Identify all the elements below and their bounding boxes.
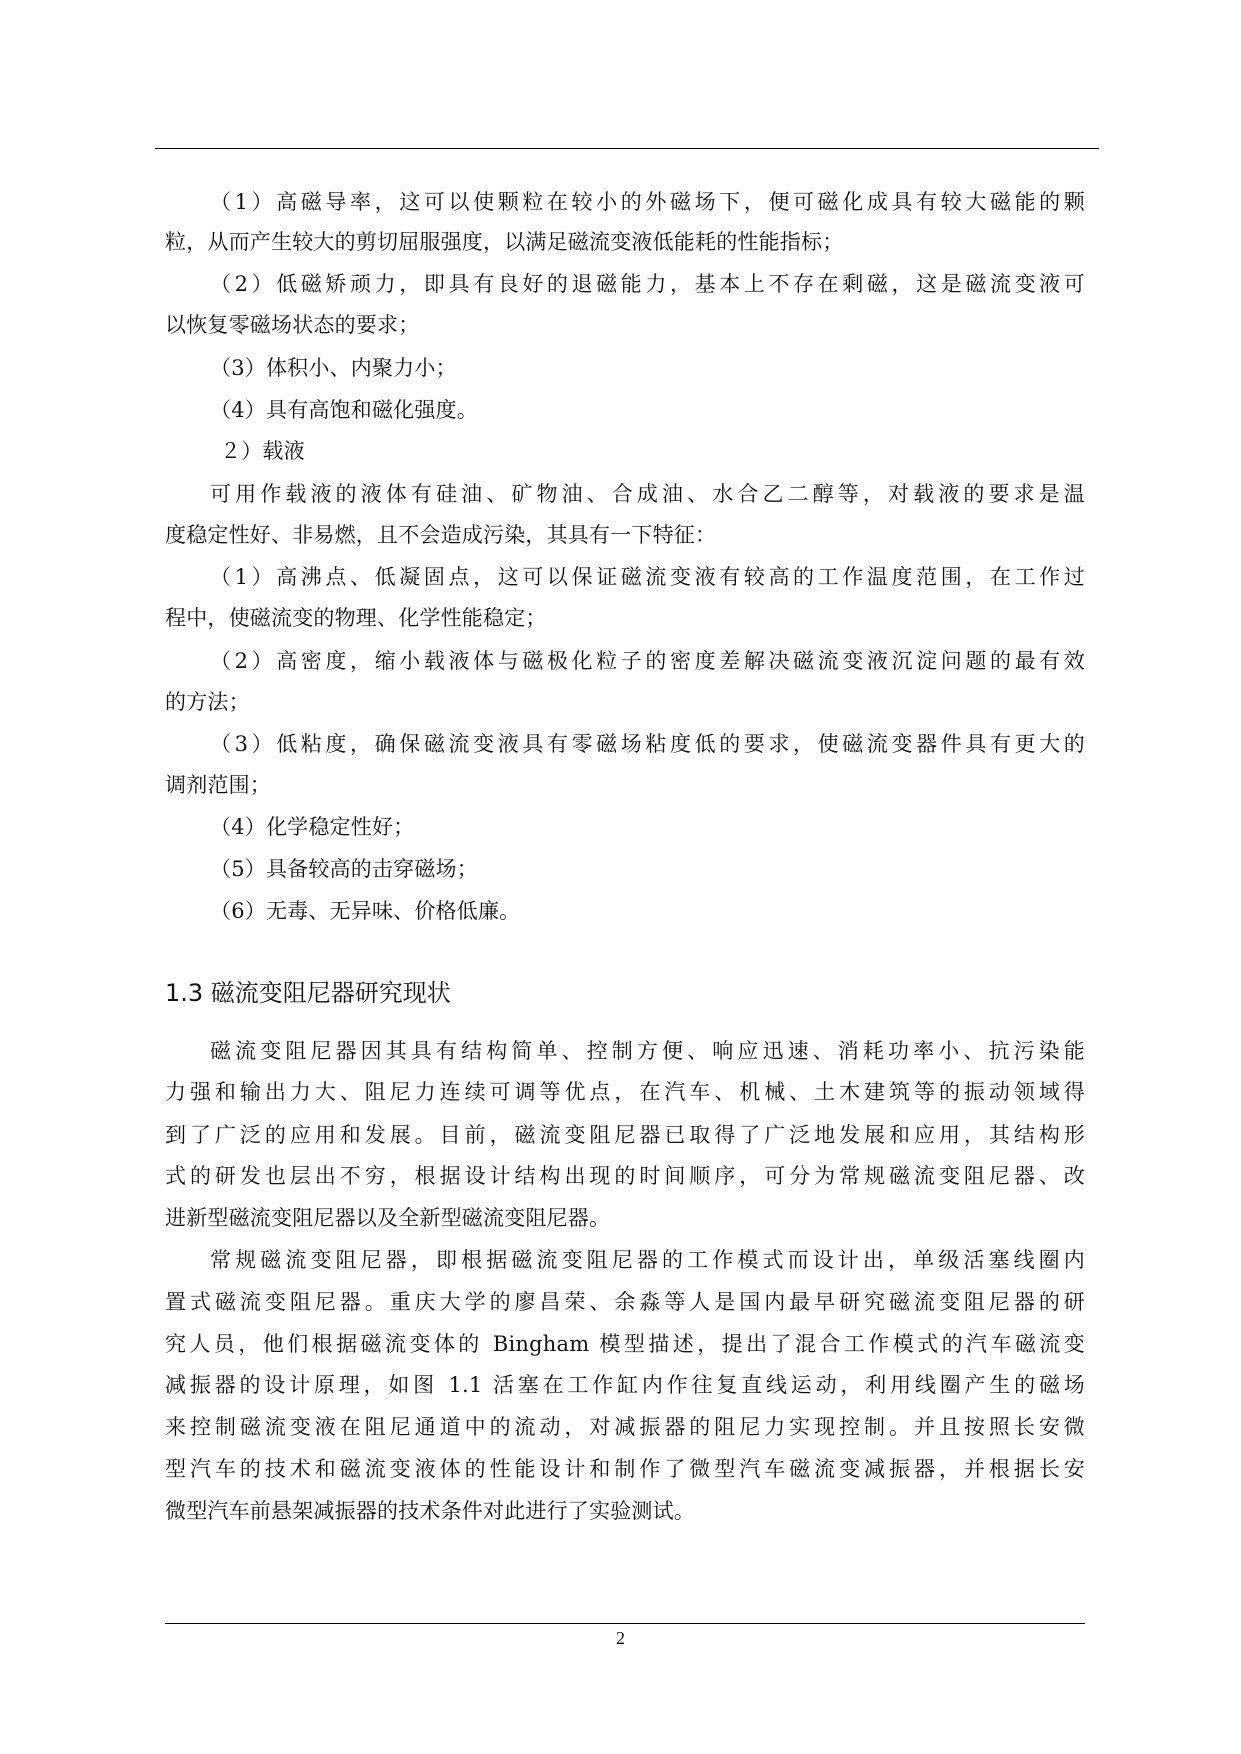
paragraph-line: 度稳定性好、非易燃，且不会造成污染，其具有一下特征： xyxy=(165,523,717,547)
paragraph-line: （6）无毒、无异味、价格低廉。 xyxy=(210,899,521,923)
paragraph-line: （4）具有高饱和磁化强度。 xyxy=(210,398,478,422)
paragraph-line: 究人员，他们根据磁流变体的 Bingham 模型描述，提出了混合工作模式的汽车磁流变 xyxy=(165,1332,1085,1356)
paragraph-line: 以恢复零磁场状态的要求； xyxy=(165,313,420,337)
paragraph-line: 来控制磁流变液在阻尼通道中的流动，对减振器的阻尼力实现控制。并且按照长安微 xyxy=(165,1415,1085,1439)
paragraph-line: （2）低磁矫顽力，即具有良好的退磁能力，基本上不存在剩磁，这是磁流变液可 xyxy=(210,272,1085,296)
footer-rule xyxy=(165,1623,1085,1624)
paragraph-line: 的方法； xyxy=(165,690,250,714)
paragraph-line: （3）体积小、内聚力小； xyxy=(210,356,457,380)
paragraph-line: （1）高沸点、低凝固点，这可以保证磁流变液有较高的工作温度范围，在工作过 xyxy=(210,565,1085,589)
paragraph-line: 微型汽车前悬架减振器的技术条件对此进行了实验测试。 xyxy=(165,1499,695,1523)
paragraph-line: 型汽车的技术和磁流变液体的性能设计和制作了微型汽车磁流变减振器，并根据长安 xyxy=(165,1457,1085,1481)
paragraph-line: （3）低粘度，确保磁流变液具有零磁场粘度低的要求，使磁流变器件具有更大的 xyxy=(210,732,1085,756)
paragraph-line: 磁流变阻尼器因其具有结构简单、控制方便、响应迅速、消耗功率小、抗污染能 xyxy=(210,1039,1085,1063)
paragraph-line: 式的研发也层出不穷，根据设计结构出现的时间顺序，可分为常规磁流变阻尼器、改 xyxy=(165,1164,1085,1188)
paragraph-line: （1）高磁导率，这可以使颗粒在较小的外磁场下，便可磁化成具有较大磁能的颗 xyxy=(210,190,1085,214)
paragraph-line: 程中，使磁流变的物理、化学性能稳定； xyxy=(165,606,547,630)
page-number: 2 xyxy=(616,1628,625,1648)
paragraph-line: （4）化学稳定性好； xyxy=(210,815,415,839)
subsection-label: ２）载液 xyxy=(220,439,305,463)
paragraph-line: 常规磁流变阻尼器，即根据磁流变阻尼器的工作模式而设计出，单级活塞线圈内 xyxy=(210,1248,1085,1272)
paragraph-line: 力强和输出力大、阻尼力连续可调等优点，在汽车、机械、土木建筑等的振动领域得 xyxy=(165,1080,1085,1104)
paragraph-line: 粒，从而产生较大的剪切屈服强度，以满足磁流变液低能耗的性能指标； xyxy=(165,230,844,254)
paragraph-line: 调剂范围； xyxy=(165,773,271,797)
paragraph-line: 置式磁流变阻尼器。重庆大学的廖昌荣、余淼等人是国内最早研究磁流变阻尼器的研 xyxy=(165,1290,1085,1314)
section-heading: 1.3 磁流变阻尼器研究现状 xyxy=(165,979,451,1007)
paragraph-line: 到了广泛的应用和发展。目前，磁流变阻尼器已取得了广泛地发展和应用，其结构形 xyxy=(165,1123,1085,1147)
paragraph-line: （2）高密度，缩小载液体与磁极化粒子的密度差解决磁流变液沉淀问题的最有效 xyxy=(210,649,1085,673)
paragraph-line: 进新型磁流变阻尼器以及全新型磁流变阻尼器。 xyxy=(165,1206,611,1230)
paragraph-line: （5）具备较高的击穿磁场； xyxy=(210,857,478,881)
header-rule xyxy=(155,148,1099,149)
paragraph-line: 减振器的设计原理，如图 1.1 活塞在工作缸内作往复直线运动，利用线圈产生的磁场 xyxy=(165,1373,1085,1397)
paragraph-line: 可用作载液的液体有硅油、矿物油、合成油、水合乙二醇等，对载液的要求是温 xyxy=(210,482,1085,506)
